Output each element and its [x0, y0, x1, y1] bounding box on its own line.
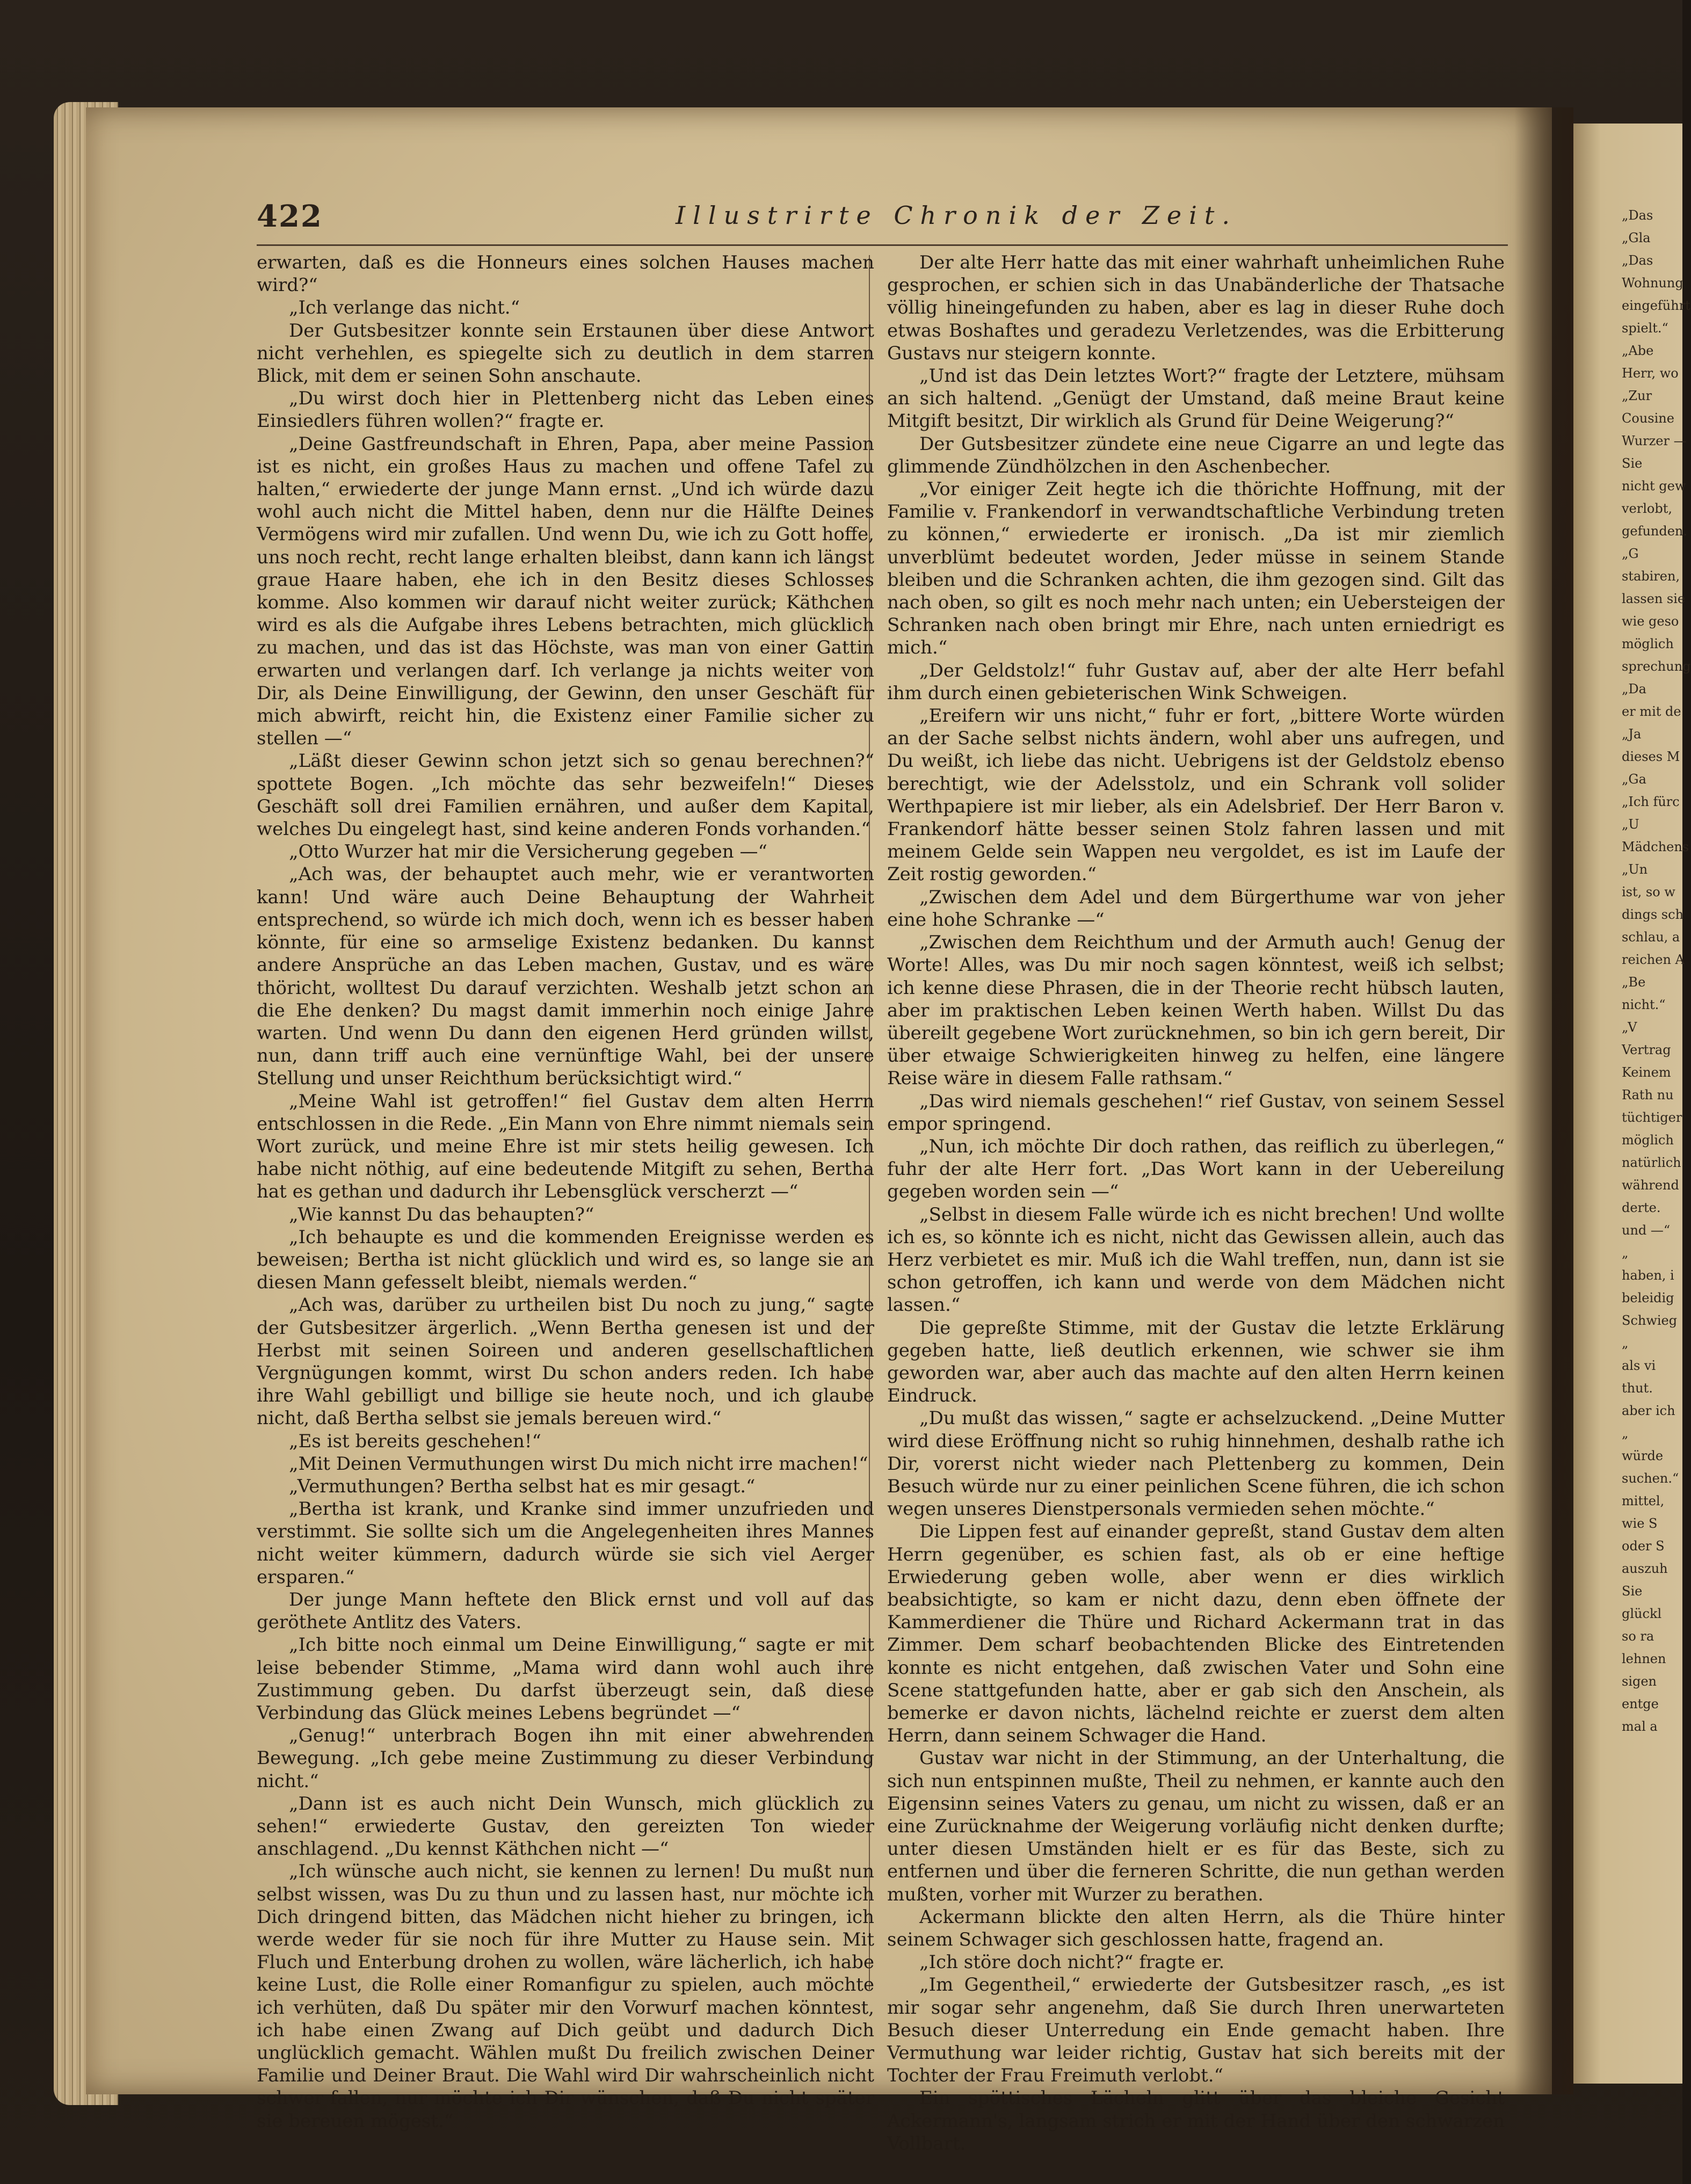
- next-page-fragment: „Ga: [1622, 772, 1646, 787]
- paragraph: „Ereifern wir uns nicht,“ fuhr er fort, „bittere Worte würden an der Sache selbst nichts ändern, wohl aber uns aufregen, und Du weißt, ich liebe das nicht. Uebrigens ist der Geldstolz ebenso berechtigt, wie der Adelsstolz, und ein Schrank voll solider Werthpapiere ist mir lieber, als ein Adelsbrief. Der Herr Baron v. Frankendorf hätte besser seinen Stolz fahren lassen und mit meinem Gelde sein Wappen neu vergoldet, es ist im Laufe der Zeit rostig geworden.“: [887, 705, 1505, 886]
- next-page-fragment: verlobt,: [1622, 501, 1672, 516]
- next-page-fragment: glückl: [1622, 1606, 1662, 1621]
- next-page-fragment: Rath nu: [1622, 1087, 1674, 1102]
- next-page-fragment: spielt.“: [1622, 321, 1668, 336]
- next-page-fragment: möglich: [1622, 636, 1674, 651]
- next-page-fragment: „Da: [1622, 681, 1646, 696]
- paragraph: „Vor einiger Zeit hegte ich die thörichte Hoffnung, mit der Familie v. Frankendorf in verwandtschaftliche Verbindung treten zu können,“ erwiederte er ironisch. „Da ist mir ziemlich unverblümt bedeutet worden, Jeder müsse in seinem Stande bleiben und die Schranken achten, die ihm gezogen sind. Gilt das nach oben, so gilt es noch mehr nach unten; ein Uebersteigen der Schranken nach oben bringt mir Ehre, nach unten erniedrigt es mich.“: [887, 478, 1505, 659]
- paragraph: Ein spöttisches Lächeln glitt über das bleiche Gesicht Ackermann's, langsam strich er mit der Hand über den schwarzen Vollbart.: [887, 2087, 1505, 2154]
- next-page-fragment: eingeführt: [1622, 298, 1690, 313]
- paragraph: Der Gutsbesitzer zündete eine neue Cigarre an und legte das glimmende Zündhölzchen in den Aschenbecher.: [887, 433, 1505, 477]
- paragraph: „Ich verlange das nicht.“: [289, 297, 520, 319]
- paragraph: Ackermann blickte den alten Herrn, als die Thüre hinter seinem Schwager sich geschlossen hatte, fragend an.: [887, 1906, 1505, 1951]
- next-page-fragment: sigen: [1622, 1674, 1657, 1689]
- next-page-fragment: oder S: [1622, 1539, 1665, 1554]
- next-page-fragment: natürlich: [1622, 1155, 1681, 1170]
- next-page-fragment: thut.: [1622, 1381, 1653, 1396]
- paragraph: „Vermuthungen? Bertha selbst hat es mir gesagt.“: [289, 1475, 756, 1497]
- next-page-fragment: „Zur: [1622, 388, 1652, 403]
- paragraph: „Ich störe doch nicht?“ fragte er.: [919, 1951, 1225, 1973]
- next-page-fragment: beleidig: [1622, 1290, 1674, 1305]
- paragraph: „Meine Wahl ist getroffen!“ fiel Gustav dem alten Herrn entschlossen in die Rede. „Ein Mann von Ehre nimmt niemals sein Wort zurück, und meine Ehre ist mir stets heilig gewesen. Ich habe nicht nöthig, auf eine bedeutende Mitgift zu sehen, Bertha hat es gethan und dadurch ihr Lebensglück verscherzt —“: [257, 1090, 874, 1203]
- next-page-fragment: gefunden.: [1622, 524, 1688, 539]
- paragraph: „Der Geldstolz!“ fuhr Gustav auf, aber der alte Herr befahl ihm durch einen gebieterischen Wink Schweigen.: [887, 659, 1505, 704]
- next-page-fragment: Sie: [1622, 456, 1643, 471]
- next-page-fragment: haben, i: [1622, 1268, 1674, 1283]
- next-page-fragment: „G: [1622, 546, 1639, 561]
- paragraph: Der alte Herr hatte das mit einer wahrhaft unheimlichen Ruhe gesprochen, er schien sich in das Unabänderliche der Thatsache völlig hineingefunden zu haben, aber es lag in dieser Ruhe doch etwas Boshaftes und geradezu Verletzendes, was die Erbitterung Gustavs nur steigern konnte.: [887, 252, 1505, 364]
- next-page-fragment: lassen sie: [1622, 591, 1686, 606]
- next-page-fragment: stabiren,: [1622, 569, 1680, 584]
- page-number: 422: [257, 199, 323, 234]
- next-page-fragment: und —“: [1622, 1223, 1671, 1238]
- left-text-column: [257, 251, 874, 2132]
- next-page-fragment: schlau, a: [1622, 930, 1680, 945]
- paragraph: erwarten, daß es die Honneurs eines solchen Hauses machen wird?“: [257, 252, 874, 296]
- next-page-fragment: während: [1622, 1178, 1679, 1193]
- running-title: Illustrirte Chronik der Zeit.: [676, 201, 1237, 230]
- next-page-fragment: „Gla: [1622, 230, 1651, 245]
- next-page-fragment: so ra: [1622, 1629, 1654, 1644]
- paragraph: „Mit Deinen Vermuthungen wirst Du mich nicht irre machen!“: [289, 1453, 868, 1475]
- paragraph: Die Lippen fest auf einander gepreßt, stand Gustav dem alten Herrn gegenüber, es schien fast, als ob er eine heftige Erwiederung geben wolle, aber wenn er dies wirklich beabsichtigte, so kam er nicht dazu, denn eben öffnete der Kammerdiener die Thüre und Richard Ackermann trat in das Zimmer. Dem scharf beobachtenden Blicke des Eintretenden konnte es nicht entgehen, daß zwischen Vater und Sohn eine Scene stattgefunden hatte, aber er gab sich den Anschein, als bemerke er davon nichts, lächelnd reichte er zuerst dem alten Herrn, dann seinem Schwager die Hand.: [887, 1521, 1505, 1747]
- paragraph: „Otto Wurzer hat mir die Versicherung gegeben —“: [289, 841, 767, 863]
- next-page-text-fragments: [1622, 204, 1691, 1976]
- next-page-fragment: wie S: [1622, 1516, 1658, 1531]
- paragraph: Der junge Mann heftete den Blick ernst und voll auf das geröthete Antlitz des Vaters.: [257, 1588, 874, 1634]
- next-page-fragment: reichen A: [1622, 952, 1685, 967]
- header-rule: [257, 244, 1508, 246]
- next-page-fragment: sprechung: [1622, 659, 1691, 674]
- next-page-fragment: auszuh: [1622, 1561, 1668, 1576]
- paragraph: Der Gutsbesitzer konnte sein Erstaunen über diese Antwort nicht verhehlen, es spiegelte sich zu deutlich in dem starren Blick, mit dem er seinen Sohn anschaute.: [257, 320, 874, 387]
- paragraph: „Und ist das Dein letztes Wort?“ fragte der Letztere, mühsam an sich haltend. „Genügt der Umstand, daß meine Braut keine Mitgift besitzt, Dir wirklich als Grund für Deine Weigerung?“: [887, 365, 1505, 432]
- next-page-fragment: dings sch: [1622, 907, 1684, 922]
- next-page-fragment: „Abe: [1622, 343, 1654, 358]
- next-page-fragment: Mädchens: [1622, 839, 1689, 854]
- paragraph: „Es ist bereits geschehen!“: [289, 1430, 541, 1452]
- paragraph: „Ach was, der behauptet auch mehr, wie er verantworten kann! Und wäre auch Deine Behauptung der Wahrheit entsprechend, so würde ich mich doch, wenn ich es besser haben könnte, für eine so armselige Existenz bedanken. Du kannst andere Ansprüche an das Leben machen, Gustav, und es wäre thöricht, wolltest Du darauf verzichten. Weshalb jetzt schon an die Ehe denken? Du magst damit immerhin noch einige Jahre warten. Und wenn Du dann den eigenen Herd gründen willst, nun, dann triff auch eine vernünftige Wahl, bei der unsere Stellung und unser Reichthum berücksichtigt wird.“: [257, 864, 874, 1090]
- next-page-fragment: Schwieg: [1622, 1313, 1678, 1328]
- paragraph: „Deine Gastfreundschaft in Ehren, Papa, aber meine Passion ist es nicht, ein großes Haus zu machen und offene Tafel zu halten,“ erwiederte der junge Mann ernst. „Und ich würde dazu wohl auch nicht die Mittel haben, denn nur die Hälfte Deines Vermögens wird mir zufallen. Und wenn Du, wie ich zu Gott hoffe, uns noch recht, recht lange erhalten bleibst, dann kann ich längst graue Haare haben, ehe ich in den Besitz dieses Schlosses komme. Also kommen wir darauf nicht weiter zurück; Käthchen wird es als die Aufgabe ihres Lebens betrachten, mich glücklich zu machen, und das ist das Höchste, was man von einer Gattin erwarten und verlangen darf. Ich verlange ja nichts weiter von Dir, als Deine Einwilligung, der Gewinn, den unser Geschäft für mich abwirft, reicht hin, die Existenz einer Familie sicher zu stellen —“: [257, 433, 874, 750]
- next-page-fragment: mal a: [1622, 1719, 1658, 1734]
- paragraph: „Ich bitte noch einmal um Deine Einwilligung,“ sagte er mit leise bebender Stimme, „Mama wird dann wohl auch ihre Zustimmung geben. Du darfst überzeugt sein, daß diese Verbindung das Glück meines Lebens begründet —“: [257, 1634, 874, 1724]
- next-page-fragment: „Un: [1622, 862, 1648, 877]
- next-page-fragment: entge: [1622, 1696, 1659, 1711]
- next-page-fragment: Keinem: [1622, 1065, 1671, 1080]
- paragraph: „Zwischen dem Reichthum und der Armuth auch! Genug der Worte! Alles, was Du mir noch sagen könntest, weiß ich selbst; ich kenne diese Phrasen, die in der Theorie recht hübsch lauten, aber im praktischen Leben keinen Werth haben. Willst Du das übereilt gegebene Wort zurücknehmen, so bin ich gern bereit, Dir über etwaige Schwierigkeiten hinweg zu helfen, eine längere Reise wäre in diesem Falle rathsam.“: [887, 932, 1505, 1090]
- next-page-fragment: ist, so w: [1622, 884, 1675, 899]
- paragraph: „Das wird niemals geschehen!“ rief Gustav, von seinem Sessel empor springend.: [887, 1090, 1505, 1135]
- next-page-fragment: suchen.“: [1622, 1471, 1679, 1486]
- next-page-fragment: „V: [1622, 1020, 1637, 1035]
- next-page-fragment: lehnen: [1622, 1651, 1666, 1666]
- next-page-fragment: möglich: [1622, 1133, 1674, 1148]
- paragraph: „Im Gegentheil,“ erwiederte der Gutsbesitzer rasch, „es ist mir sogar sehr angenehm, daß Sie durch Ihren unerwarteten Besuch dieser Unterredung ein Ende gemacht haben. Ihre Vermuthung war leider richtig, Gustav hat sich bereits mit der Tochter der Frau Freimuth verlobt.“: [887, 1974, 1505, 2087]
- next-page-fragment: er mit de: [1622, 704, 1681, 719]
- next-page-fragment: „Ich fürc: [1622, 794, 1680, 809]
- next-page-fragment: Vertrag: [1622, 1042, 1671, 1057]
- next-page-fragment: „Das: [1622, 253, 1653, 268]
- paragraph: „Zwischen dem Adel und dem Bürgerthume war von jeher eine hohe Schranke —“: [887, 886, 1505, 931]
- next-page-fragment: dieses M: [1622, 749, 1680, 764]
- next-page-fragment: würde: [1622, 1448, 1664, 1463]
- next-page-fragment: derte.: [1622, 1200, 1661, 1215]
- next-page-fragment: „: [1622, 1336, 1629, 1351]
- next-page-fragment: „: [1622, 1245, 1629, 1260]
- next-page-fragment: Cousine: [1622, 411, 1674, 426]
- next-page-fragment: „Be: [1622, 975, 1646, 990]
- paragraph: „Dann ist es auch nicht Dein Wunsch, mich glücklich zu sehen!“ erwiederte Gustav, den gereizten Ton wieder anschlagend. „Du kennst Käthchen nicht —“: [257, 1793, 874, 1860]
- next-page-fragment: aber ich: [1622, 1403, 1675, 1418]
- paragraph: „Läßt dieser Gewinn schon jetzt sich so genau berechnen?“ spottete Bogen. „Ich möchte das sehr bezweifeln!“ Dieses Geschäft soll drei Familien ernähren, und außer dem Kapital, welches Du eingelegt hast, sind keine anderen Fonds vorhanden.“: [257, 750, 874, 840]
- next-page-fragment: „Das: [1622, 208, 1653, 223]
- next-page-fragment: Sie: [1622, 1584, 1643, 1599]
- paragraph: Gustav war nicht in der Stimmung, an der Unterhaltung, die sich nun entspinnen mußte, Theil zu nehmen, er kannte auch den Eigensinn seines Vaters zu genau, um nicht zu wissen, daß er an eine Zurücknahme der Weigerung vorläufig nicht denken durfte; unter diesen Umständen hielt er es für das Beste, sich zu entfernen und über die ferneren Schritte, die nun gethan werden mußten, vorher mit Wurzer zu berathen.: [887, 1747, 1505, 1905]
- next-page-fragment: mittel,: [1622, 1493, 1665, 1508]
- paragraph: „Du mußt das wissen,“ sagte er achselzuckend. „Deine Mutter wird diese Eröffnung nicht so ruhig hinnehmen, deshalb rathe ich Dir, vorerst nicht wieder nach Plettenberg zu kommen, Dein Besuch würde nur zu einer peinlichen Scene führen, die ich schon wegen unseres Dienstpersonals vermieden sehen möchte.“: [887, 1407, 1505, 1520]
- next-page-fragment: „Ja: [1622, 727, 1642, 742]
- next-page-fragment: Herr, wo: [1622, 366, 1679, 381]
- next-page-fragment: wie geso: [1622, 614, 1679, 629]
- paragraph: „Bertha ist krank, und Kranke sind immer unzufrieden und verstimmt. Sie sollte sich um die Angelegenheiten ihres Mannes nicht weiter kümmern, dadurch würde sie sich viel Aerger ersparen.“: [257, 1498, 874, 1588]
- paragraph: „Genug!“ unterbrach Bogen ihn mit einer abwehrenden Bewegung. „Ich gebe meine Zustimmung zu dieser Verbindung nicht.“: [257, 1725, 874, 1792]
- next-page-fragment: tüchtiger: [1622, 1110, 1682, 1125]
- paragraph: „Wie kannst Du das behaupten?“: [289, 1203, 594, 1225]
- paragraph: „Ich behaupte es und die kommenden Ereignisse werden es beweisen; Bertha ist nicht glücklich und wird es, so lange sie an diesen Mann gefesselt bleibt, niemals werden.“: [257, 1226, 874, 1294]
- paragraph: „Selbst in diesem Falle würde ich es nicht brechen! Und wollte ich es, so könnte ich es nicht, nicht das Gewissen allein, auch das Herz verbietet es mir. Muß ich die Wahl treffen, nun, dann ist sie schon getroffen, ich kann und werde von dem Mädchen nicht lassen.“: [887, 1203, 1505, 1316]
- right-text-column: [887, 251, 1505, 2154]
- next-page-fragment: „U: [1622, 817, 1639, 832]
- next-page-fragment: nicht.“: [1622, 997, 1666, 1012]
- next-page-fragment: Wurzer —: [1622, 433, 1687, 448]
- paragraph: „Du wirst doch hier in Plettenberg nicht das Leben eines Einsiedlers führen wollen?“ fragte er.: [257, 388, 874, 432]
- next-page-fragment: als vi: [1622, 1358, 1656, 1373]
- paragraph: „Nun, ich möchte Dir doch rathen, das reiflich zu überlegen,“ fuhr der alte Herr fort. „Das Wort kann in der Uebereilung gegeben worden sein —“: [887, 1135, 1505, 1203]
- next-page-fragment: nicht gew: [1622, 478, 1686, 494]
- next-page-fragment: Wohnung: [1622, 275, 1683, 291]
- next-page-fragment: „: [1622, 1426, 1629, 1441]
- book-gutter: [1514, 107, 1573, 2094]
- paragraph: Die gepreßte Stimme, mit der Gustav die letzte Erklärung gegeben hatte, ließ deutlich erkennen, wie schwer sie ihm geworden war, aber auch das machte auf den alten Herrn keinen Eindruck.: [887, 1317, 1505, 1407]
- paragraph: „Ach was, darüber zu urtheilen bist Du noch zu jung,“ sagte der Gutsbesitzer ärgerlich. „Wenn Bertha genesen ist und der Herbst mit seinen Soireen und anderen gesellschaftlichen Vergnügungen kommt, wirst Du schon anders reden. Ich habe ihre Wahl gebilligt und billige sie heute noch, und ich glaube nicht, daß Bertha selbst sie jemals bereuen wird.“: [257, 1294, 874, 1430]
- page-header: [257, 189, 1237, 237]
- paragraph: „Ich wünsche auch nicht, sie kennen zu lernen! Du mußt nun selbst wissen, was Du zu thun und zu lassen hast, nur möchte ich Dich dringend bitten, das Mädchen nicht hieher zu bringen, ich werde weder für sie noch für ihre Mutter zu Hause sein. Mit Fluch und Enterbung drohen zu wollen, wäre lächerlich, ich habe keine Lust, die Rolle einer Romanfigur zu spielen, auch möchte ich verhüten, daß Du später mir den Vorwurf machen könntest, ich habe einen Zwang auf Dich geübt und dadurch Dich unglücklich gemacht. Wählen mußt Du freilich zwischen Deiner Familie und Deiner Braut. Die Wahl wird Dir wahrscheinlich nicht schwer fallen, nur möchte ich Dir wünschen, daß Du nicht später sie bereuen mögest.“: [257, 1861, 874, 2132]
